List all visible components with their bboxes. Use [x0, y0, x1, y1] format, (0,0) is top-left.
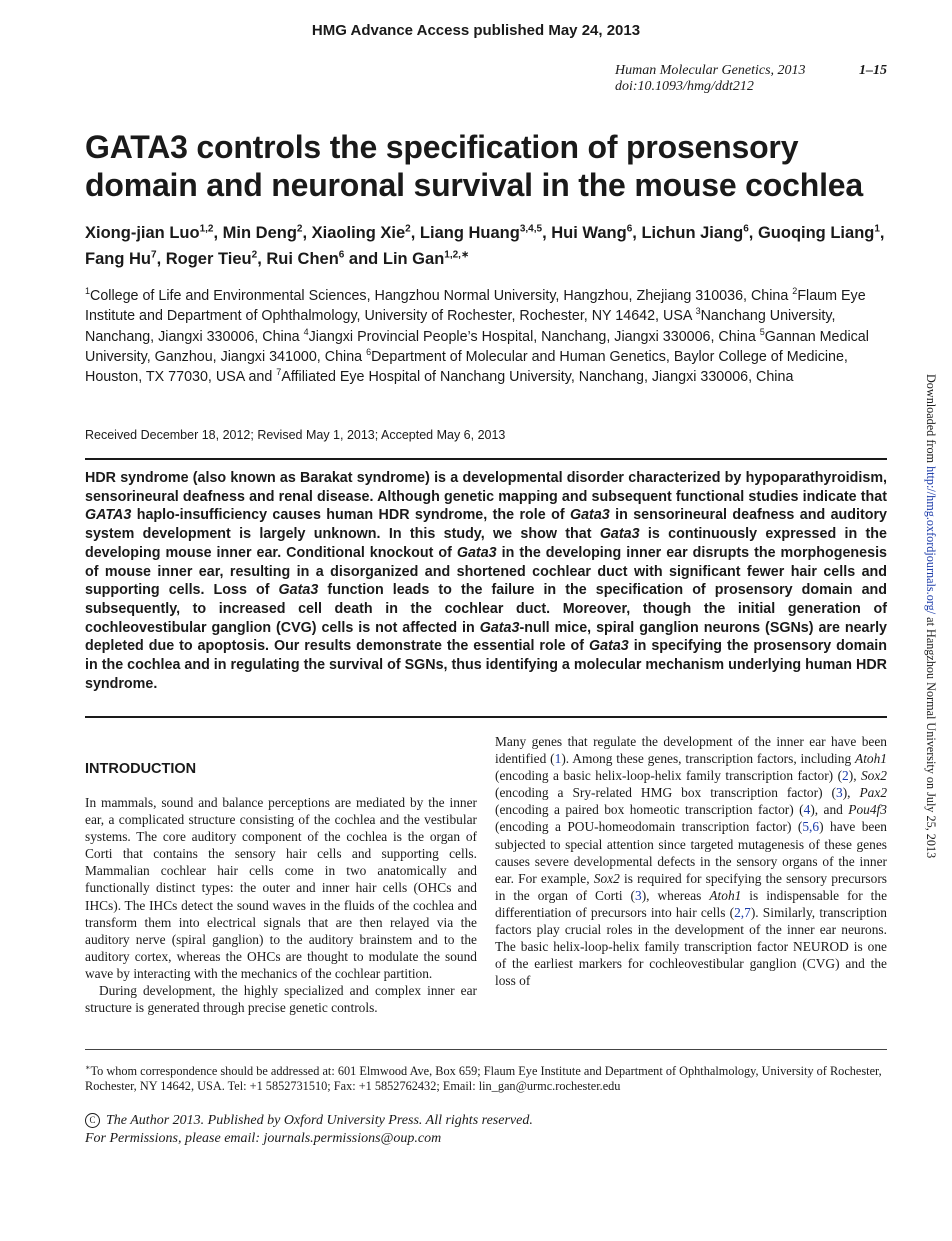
- download-prefix: Downloaded from: [924, 374, 938, 467]
- body-text: ). Similarly, transcription factors play crucial roles in the development of the inner ear neurons. The basic helix-loop-helix family transcription factor NEUROD is one of the earliest markers for cochleovestibular ganglion (CVG) and the loss of: [495, 904, 887, 989]
- gene-name: Gata3: [456, 544, 497, 561]
- footnote-text: To whom correspondence should be addressed at: 601 Elmwood Ave, Box 659; Flaum Eye Institute and Department of Ophthalmology, University of Rochester, Rochester, NY 14642, USA. Tel: +1 5852731510; Fax: +1 5852762432; Email: lin_gan@urmc.rochester.edu: [85, 1064, 882, 1094]
- body-column-right: [495, 733, 887, 989]
- author-affiliation-mark: 1,2,∗: [444, 249, 470, 261]
- body-text: (encoding a POU-homeodomain transcription factor) (: [495, 819, 803, 835]
- abstract-text: in sensorineural deafness and auditory system development is largely unknown. In this study, we show that: [85, 507, 887, 543]
- body-text: (encoding a Sry-related HMG box transcription factor) (: [495, 785, 836, 801]
- author-affiliation-mark: 6: [338, 249, 345, 261]
- download-sidebar: [918, 374, 938, 859]
- download-suffix: at Hangzhou Normal University on July 25, 2013: [924, 614, 938, 859]
- author-name: Roger Tieu: [165, 250, 252, 268]
- gene-name: Gata3: [599, 526, 640, 543]
- affiliations: [85, 286, 895, 387]
- author-affiliation-mark: 6: [626, 223, 633, 235]
- gene-name: Sox2: [593, 870, 620, 886]
- affiliation-text: Department of Molecular and Human Genetics, Baylor College of Medicine, Houston, TX 77030, USA and: [85, 348, 848, 386]
- abstract: [85, 469, 887, 693]
- author-separator: ,: [156, 250, 166, 268]
- author-affiliation-mark: 2: [296, 223, 303, 235]
- gene-name: Gata3: [589, 638, 629, 655]
- author-name: Min Deng: [222, 224, 297, 242]
- affiliation-text: Gannan Medical University, Ganzhou, Jiangxi 341000, China: [85, 328, 869, 365]
- author-name: Lichun Jiang: [641, 224, 744, 242]
- gene-name: Atoh1: [709, 887, 742, 903]
- citation-link[interactable]: 5,6: [802, 819, 820, 835]
- affiliation-text: Flaum Eye Institute and Department of Ophthalmology, University of Rochester, Rochester, NY 14642, USA: [85, 288, 866, 325]
- intro-paragraph-2: During development, the highly specialized and complex inner ear structure is generated through precise genetic controls.: [85, 983, 477, 1016]
- author-name: Guoqing Liang: [757, 224, 875, 242]
- title-line-1: GATA3 controls the specification of prosensory: [85, 129, 799, 165]
- journal-citation: [615, 63, 887, 95]
- author-name: Lin Gan: [382, 250, 445, 268]
- body-text: ),: [848, 768, 861, 784]
- author-separator: ,: [213, 224, 223, 242]
- footnote-mark: ∗: [85, 1063, 91, 1072]
- affiliation-text: Jiangxi Provincial People’s Hospital, Nanchang, Jiangxi 330006, China: [308, 328, 760, 345]
- abstract-text: HDR syndrome (also known as Barakat syndrome) is a developmental disorder characterized by hypoparathyroidism, sensorineural deafness and renal disease. Although genetic mapping and subsequent functional studies indicate that: [85, 470, 887, 505]
- abstract-text: function leads to the failure in the specification of prosensory domain and subsequently, to increased cell death in the cochlear duct. Moreover, though the initial generation of cochleovestibular ganglion (CVG) cells is not affected in: [85, 582, 888, 636]
- journal-name: Human Molecular Genetics, 2013: [615, 63, 806, 78]
- body-text: ),: [842, 785, 860, 801]
- affiliation-number: 2: [792, 286, 798, 297]
- abstract-text: haplo-insufficiency causes human HDR syndrome, the role of: [131, 507, 570, 524]
- author-name: Xiong-jian Luo: [85, 224, 200, 242]
- doi[interactable]: doi:10.1093/hmg/ddt212: [615, 79, 754, 94]
- received-dates: Received December 18, 2012; Revised May 1, 2013; Accepted May 6, 2013: [85, 428, 506, 442]
- author-separator: ,: [410, 224, 420, 242]
- abstract-text: in specifying the prosensory domain in the cochlea and in regulating the survival of SGNs, thus identifying a molecular mechanism underlying human HDR syndrome.: [85, 638, 888, 692]
- copyright-line-1: The Author 2013. Published by Oxford University Press. All rights reserved.: [106, 1113, 533, 1128]
- body-column-left: [85, 794, 477, 1016]
- gene-name: Gata3: [479, 619, 520, 636]
- gene-name: Gata3: [278, 582, 319, 599]
- citation-link[interactable]: 4: [803, 802, 811, 818]
- section-heading-introduction: INTRODUCTION: [85, 761, 197, 777]
- affiliation-number: 3: [695, 306, 701, 317]
- body-text: ) have been subjected to special attention since targeted mutagenesis of these genes causes severe developmental defects in the sensory organs of the inner ear. For example,: [495, 819, 887, 886]
- journal-site-link[interactable]: http://hmg.oxfordjournals.org/: [924, 466, 938, 615]
- advance-access-banner: HMG Advance Access published May 24, 2013: [311, 22, 641, 39]
- citation-link[interactable]: 3: [635, 887, 642, 903]
- author-affiliation-mark: 1: [874, 223, 880, 235]
- author-name: Fang Hu: [85, 250, 151, 268]
- body-text: Many genes that regulate the development of the inner ear have been identified (: [495, 734, 887, 767]
- author-name: Rui Chen: [266, 250, 339, 268]
- correspondence-footnote: [85, 1060, 887, 1094]
- affiliation-number: 5: [759, 326, 765, 337]
- author-separator: ,: [879, 224, 885, 242]
- copyright-line-2: For Permissions, please email: journals.permissions@oup.com: [85, 1131, 442, 1146]
- author-name: Hui Wang: [551, 224, 627, 242]
- title-line-2: domain and neuronal survival in the mouse cochlea: [85, 167, 863, 203]
- body-text: (encoding a paired box homeotic transcription factor) (: [495, 802, 804, 818]
- affiliation-number: 1: [85, 286, 91, 297]
- affiliation-number: 4: [303, 326, 309, 337]
- intro-paragraph-1: In mammals, sound and balance perceptions are mediated by the inner ear, a complicated structure consisting of the cochlea and the vestibular systems. The core auditory component of the cochlea is the organ of Corti that contains the sensory hair cells and supporting cells. Mammalian cochlear hair cells come in two anatomically and functionally distinct types: the outer and inner hair cells (OHCs and IHCs). The IHCs detect the sound waves in the fluids of the cochlea and transform them into electrical signals that are then relayed via the auditory nerve (spiral ganglion) to the auditory brainstem and to the auditory cortex, whereas the OHCs are thought to modulate the sound wave by interacting with the mechanics of the cochlear partition.: [85, 795, 477, 981]
- gene-name: Pax2: [859, 785, 888, 801]
- gene-name: Gata3: [569, 507, 610, 524]
- author-separator: and: [344, 250, 383, 268]
- author-separator: ,: [257, 250, 267, 268]
- affiliation-number: 7: [276, 367, 282, 378]
- citation-link[interactable]: 2,7: [734, 904, 751, 920]
- author-separator: ,: [302, 224, 312, 242]
- affiliation-text: Nanchang University, Nanchang, Jiangxi 330006, China: [85, 308, 836, 345]
- body-text: is required for specifying the sensory precursors in the organ of Corti (: [495, 870, 887, 903]
- copyright-notice: [85, 1112, 887, 1148]
- author-affiliation-mark: 2: [251, 249, 258, 261]
- body-text: ), and: [810, 802, 849, 818]
- citation-link[interactable]: 3: [836, 785, 843, 801]
- intro-paragraph-3: [495, 733, 887, 989]
- body-text: ), whereas: [641, 887, 710, 903]
- gene-name: Atoh1: [855, 751, 888, 767]
- author-name: Liang Huang: [419, 224, 520, 242]
- footnote-rule: [85, 1049, 887, 1050]
- author-affiliation-mark: 7: [151, 249, 157, 261]
- abstract-top-rule: [85, 458, 887, 460]
- affiliation-number: 6: [366, 347, 372, 358]
- body-text: ). Among these genes, transcription factors, including: [561, 751, 856, 767]
- citation-link[interactable]: 1: [554, 751, 562, 767]
- page-range: 1–15: [859, 63, 887, 78]
- author-list: [85, 220, 890, 272]
- body-text: is indispensable for the differentiation of precursors into hair cells (: [495, 887, 888, 920]
- gene-name: GATA3: [85, 507, 132, 524]
- abstract-text: -null mice, spiral ganglion neurons (SGNs) are nearly depleted due to apoptosis. Our results demonstrate the essential role of: [85, 619, 887, 655]
- gene-name: Pou4f3: [848, 802, 887, 818]
- author-separator: ,: [748, 224, 758, 242]
- affiliation-text: Affiliated Eye Hospital of Nanchang University, Nanchang, Jiangxi 330006, China: [281, 369, 794, 386]
- author-affiliation-mark: 2: [405, 223, 411, 235]
- gene-name: Sox2: [860, 768, 887, 784]
- author-affiliation-mark: 3,4,5: [519, 223, 543, 235]
- article-title: [85, 128, 890, 204]
- citation-link[interactable]: 2: [842, 768, 849, 784]
- body-text: (encoding a basic helix-loop-helix family transcription factor) (: [495, 768, 843, 784]
- abstract-text: is continuously expressed in the developing mouse inner ear. Conditional knockout of: [85, 526, 887, 561]
- author-affiliation-mark: 1,2: [199, 223, 214, 235]
- abstract-bottom-rule: [85, 716, 887, 718]
- affiliation-text: College of Life and Environmental Sciences, Hangzhou Normal University, Hangzhou, Zhejiang 310036, China: [90, 288, 793, 304]
- author-separator: ,: [542, 224, 552, 242]
- author-separator: ,: [632, 224, 642, 242]
- author-affiliation-mark: 6: [743, 223, 749, 235]
- author-name: Xiaoling Xie: [311, 224, 406, 242]
- abstract-text: in the developing inner ear disrupts the morphogenesis of mouse inner ear, resulting in a disorganized and shortened cochlear duct with significant fewer hair cells and supporting cells. Loss of: [85, 544, 887, 599]
- copyright-symbol: C: [85, 1113, 100, 1128]
